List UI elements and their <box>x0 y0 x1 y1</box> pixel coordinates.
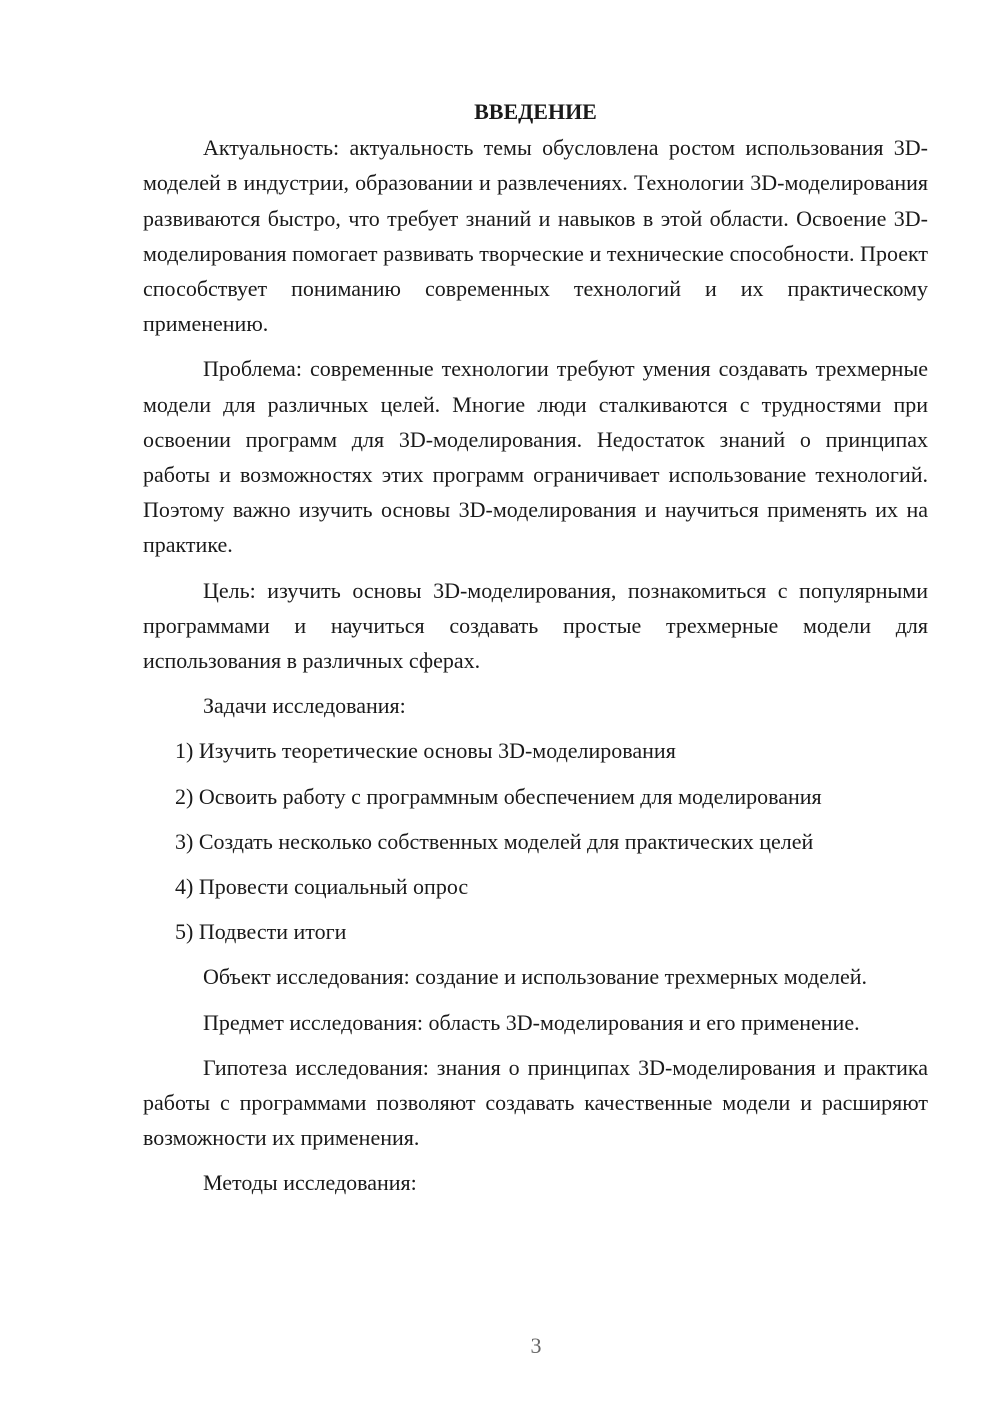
hypothesis-paragraph: Гипотеза исследования: знания о принципах 3D-моделирования и практика работы с программами позволяют создавать качественные модели и расширяют возможности их применения. <box>143 1054 928 1151</box>
goal-paragraph: Цель: изучить основы 3D-моделирования, познакомиться с популярными программами и научиться создавать простые трехмерные модели для использования в различных сферах. <box>143 577 928 674</box>
list-item: 5) Подвести итоги <box>175 919 347 945</box>
object-paragraph: Объект исследования: создание и использование трехмерных моделей. <box>203 964 868 990</box>
methods-heading: Методы исследования: <box>203 1170 417 1196</box>
problem-paragraph: Проблема: современные технологии требуют умения создавать трехмерные модели для различных целей. Многие люди сталкиваются с трудностями при освоении программ для 3D-моделирования. Недостаток знаний о принципах работы и возможностях этих программ ограничивает использование технологий. Поэтому важно изучить основы 3D-моделирования и научиться применять их на практике. <box>143 356 928 558</box>
list-item: 4) Провести социальный опрос <box>175 874 469 900</box>
list-item: 1) Изучить теоретические основы 3D-моделирования <box>175 738 676 764</box>
subject-paragraph: Предмет исследования: область 3D-моделирования и его применение. <box>203 1009 860 1035</box>
tasks-list <box>143 733 928 949</box>
document-page <box>143 94 928 1211</box>
list-item: 3) Создать несколько собственных моделей для практических целей <box>175 828 814 854</box>
tasks-heading: Задачи исследования: <box>203 693 406 719</box>
list-item: 2) Освоить работу с программным обеспечением для моделирования <box>175 783 822 809</box>
relevance-paragraph: Актуальность: актуальность темы обусловлена ростом использования 3D-моделей в индустрии, образовании и развлечениях. Технологии 3D-моделирования развиваются быстро, что требует знаний и навыков в этой области. Освоение 3D-моделирования помогает развивать творческие и технические способности. Проект способствует пониманию современных технологий и их практическому применению. <box>143 135 928 337</box>
page-title: ВВЕДЕНИЕ <box>474 99 597 124</box>
page-number: 3 <box>530 1333 542 1358</box>
